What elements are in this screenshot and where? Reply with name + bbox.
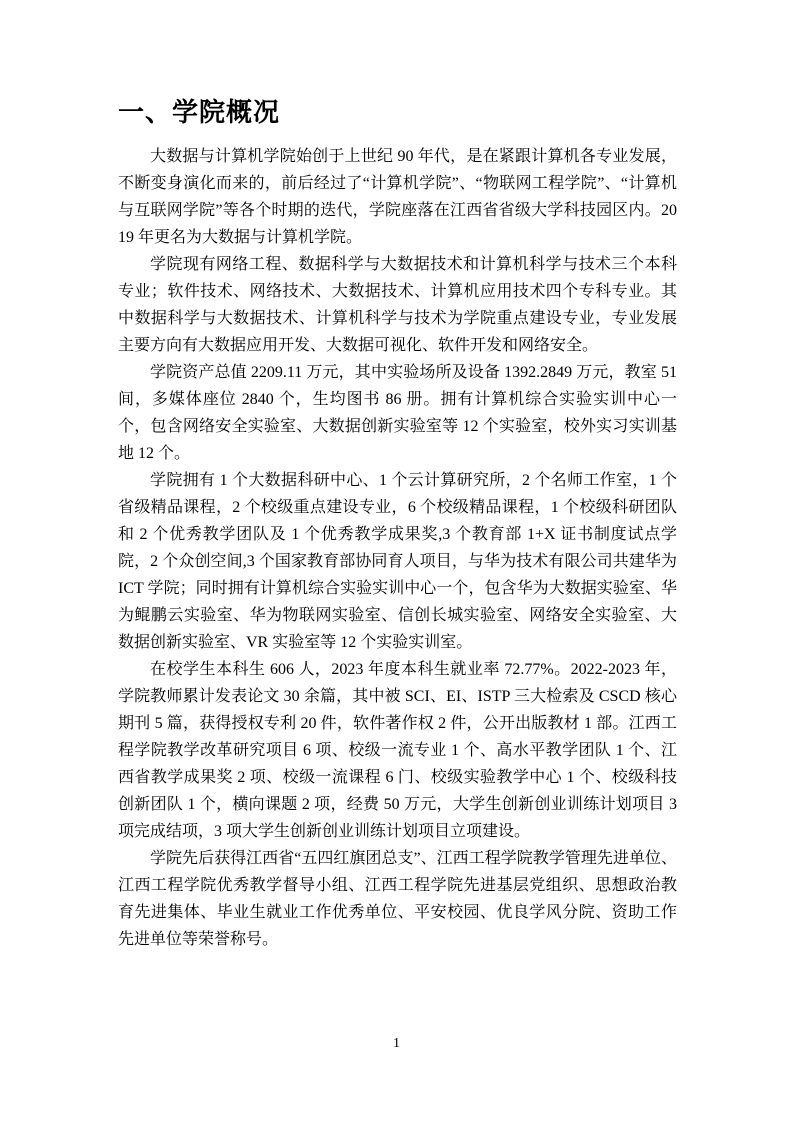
paragraph-assets: 学院资产总值 2209.11 万元，其中实验场所及设备 1392.2849 万元，教室 51 间，多媒体座位 2840 个，生均图书 86 册。拥有计算机综合实验实训中心一个，包含网络安全实验室、大数据创新实验室等 12 个实验室，校外实习实训基地 12 个。 — [118, 364, 677, 462]
section-heading: 一、学院概况 — [118, 97, 281, 127]
page-number: 1 — [393, 1036, 400, 1051]
page-content — [118, 0, 677, 953]
paragraph-facilities: 学院拥有 1 个大数据科研中心、1 个云计算研究所，2 个名师工作室，1 个省级精品课程，2 个校级重点建设专业，6 个校级精品课程，1 个校级科研团队和 2 个优秀教学团队及 1 个优秀教学成果奖,3 个教育部 1+X 证书制度试点学院，2 个众创空间,3 个国家教育部协同育人项目，与华为技术有限公司共建华为 ICT 学院；同时拥有计算机综合实验实训中心一个，包含华为大数据实验室、华为鲲鹏云实验室、华为物联网实验室、信创长城实验室、网络安全实验室、大数据创新实验室、VR 实验室等 12 个实验实训室。 — [118, 472, 677, 651]
paragraph-honors: 学院先后获得江西省“五四红旗团总支”、江西工程学院教学管理先进单位、江西工程学院优秀教学督导小组、江西工程学院先进基层党组织、思想政治教育先进集体、毕业生就业工作优秀单位、平安校园、优良学风分院、资助工作先进单位等荣誉称号。 — [118, 850, 677, 948]
paragraph-achievements: 在校学生本科生 606 人，2023 年度本科生就业率 72.77%。2022-2023 年，学院教师累计发表论文 30 余篇，其中被 SCI、EI、ISTP 三大检索及 CSCD 核心期刊 5 篇，获得授权专利 20 件，软件著作权 2 件，公开出版教材 1 部。江西工程学院教学改革研究项目 6 项、校级一流专业 1 个、高水平教学团队 1 个、江西省教学成果奖 2 项、校级一流课程 6 门、校级实验教学中心 1 个、校级科技创新团队 1 个，横向课题 2 项，经费 50 万元，大学生创新创业训练计划项目 3 项完成结项，3 项大学生创新创业训练计划项目立项建设。 — [118, 661, 677, 840]
paragraph-majors: 学院现有网络工程、数据科学与大数据技术和计算机科学与技术三个本科专业；软件技术、网络技术、大数据技术、计算机应用技术四个专科专业。其中数据科学与大数据技术、计算机科学与技术为学院重点建设专业，专业发展主要方向有大数据应用开发、大数据可视化、软件开发和网络安全。 — [118, 256, 677, 354]
page-footer — [0, 1036, 793, 1052]
paragraph-overview: 大数据与计算机学院始创于上世纪 90 年代，是在紧跟计算机各专业发展，不断变身演化而来的，前后经过了“计算机学院”、“物联网工程学院”、“计算机与互联网学院”等各个时期的迭代，学院座落在江西省省级大学科技园区内。2019 年更名为大数据与计算机学院。 — [118, 148, 677, 246]
